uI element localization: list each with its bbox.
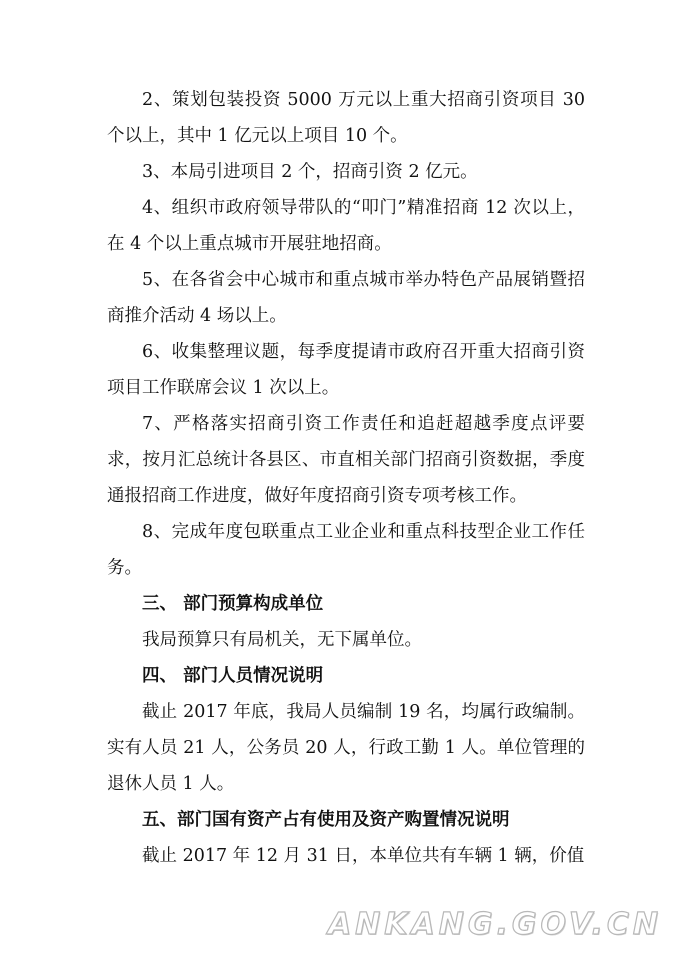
section-5-paragraph: 截止 2017 年 12 月 31 日，本单位共有车辆 1 辆，价值 <box>142 846 585 866</box>
item-6-paragraph: 6、收集整理议题，每季度提请市政府召开重大招商引资项目工作联席会议 1 次以上。 <box>107 342 585 398</box>
item-8-paragraph: 8、完成年度包联重点工业企业和重点科技型企业工作任务。 <box>107 522 585 578</box>
section-3-heading: 三、 部门预算构成单位 <box>142 594 324 614</box>
section-3-paragraph: 我局预算只有局机关，无下属单位。 <box>142 630 422 650</box>
item-2-paragraph: 2、策划包装投资 5000 万元以上重大招商引资项目 30 个以上，其中 1 亿元以上项目 10 个。 <box>107 90 585 146</box>
section-5-heading: 五、部门国有资产占有使用及资产购置情况说明 <box>142 810 510 830</box>
item-7-paragraph: 7、严格落实招商引资工作责任和追赶超越季度点评要求，按月汇总统计各县区、市直相关部门招商引资数据，季度通报招商工作进度，做好年度招商引资专项考核工作。 <box>107 414 585 506</box>
item-3-paragraph: 3、本局引进项目 2 个，招商引资 2 亿元。 <box>142 162 478 182</box>
section-4-heading: 四、 部门人员情况说明 <box>142 666 324 686</box>
document-body <box>107 82 585 874</box>
site-watermark: ANKANG.GOV.CN <box>327 907 662 942</box>
item-5-paragraph: 5、在各省会中心城市和重点城市举办特色产品展销暨招商推介活动 4 场以上。 <box>107 270 585 326</box>
section-4-paragraph: 截止 2017 年底，我局人员编制 19 名，均属行政编制。实有人员 21 人，公务员 20 人，行政工勤 1 人。单位管理的退休人员 1 人。 <box>107 702 585 794</box>
item-4-paragraph: 4、组织市政府领导带队的“叩门”精准招商 12 次以上，在 4 个以上重点城市开展驻地招商。 <box>107 198 585 254</box>
